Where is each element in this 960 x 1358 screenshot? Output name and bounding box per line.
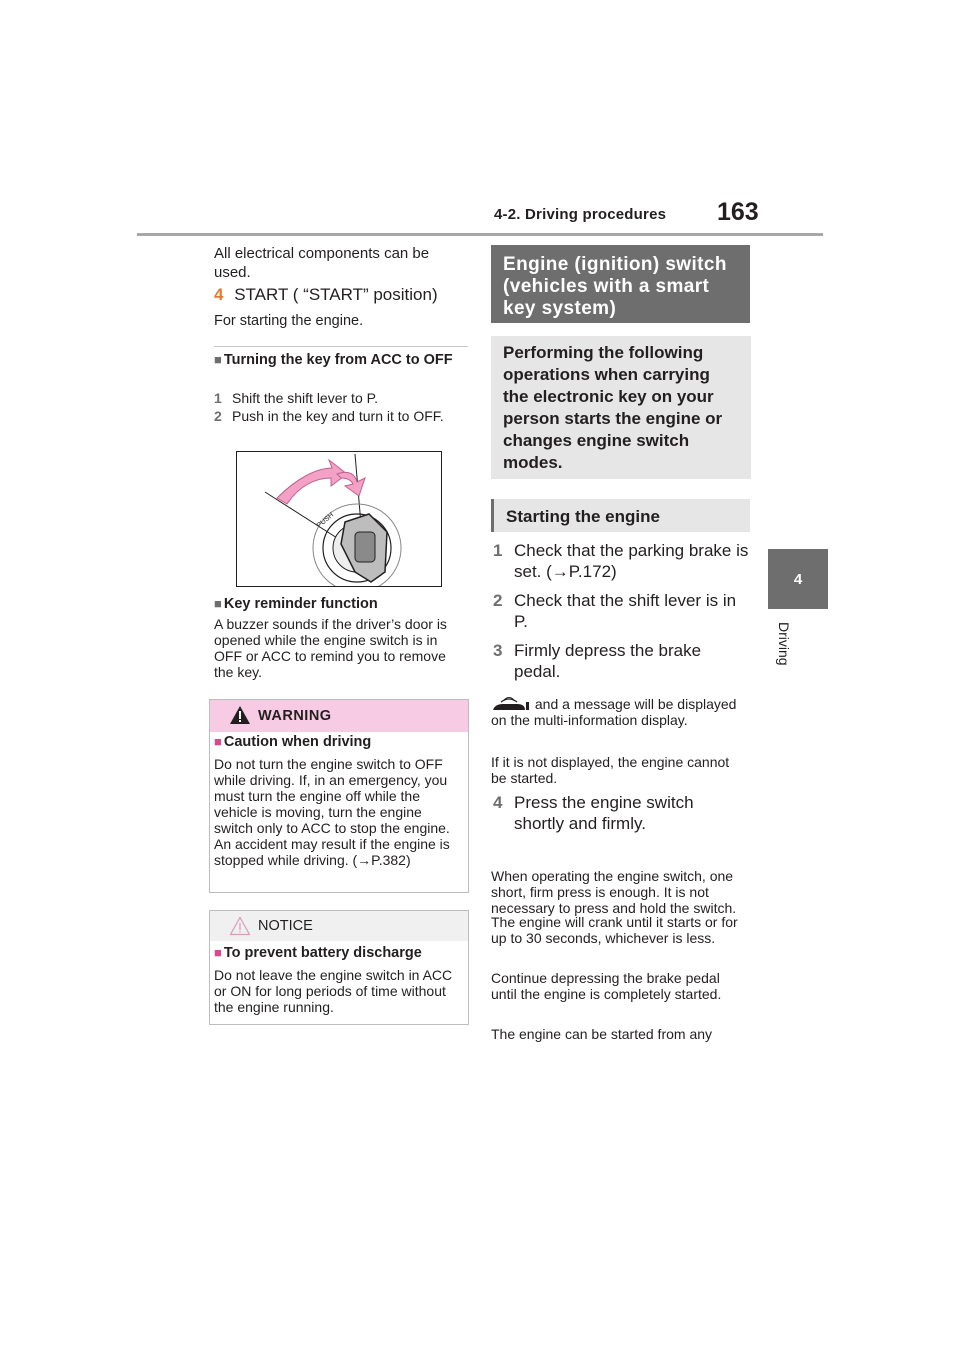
warning-header (210, 700, 468, 732)
notice-triangle-icon (229, 916, 251, 936)
any-note: The engine can be started from any (491, 1026, 713, 1042)
acc-off-step-1: 1 Shift the shift lever to P. (214, 390, 379, 406)
square-bullet-icon: ■ (214, 352, 222, 367)
chapter-label-wrap (772, 622, 796, 702)
header-section-title: 4-2. Driving procedures (494, 206, 667, 223)
acc-off-heading: ■ Turning the key from ACC to OFF (214, 352, 453, 368)
warning-title: WARNING (258, 708, 332, 724)
acc-off-section (214, 352, 464, 368)
notice-header (210, 911, 468, 941)
key-illustration (236, 451, 442, 587)
start-step-4: 4 Press the engine switch shortly and firmly. (493, 793, 694, 833)
warning-body: Do not turn the engine switch to OFF while driving. If, in an emergency, you must turn the engine off while the vehicle is moving, turn the engine switch only to ACC to stop the engine. An accident may result if the engine is stopped while driving. (→P.382) (214, 756, 450, 868)
smart-key-indicator-icon (491, 696, 531, 712)
notice-box (209, 910, 469, 1025)
notice-title: NOTICE (258, 918, 313, 934)
start-step-1: 1 Check that the parking brake is set. (→P.172) (493, 541, 749, 581)
start-step-2: 2 Check that the shift lever is in P. (493, 591, 737, 631)
acc-off-step-2: 2 Push in the key and turn it to OFF. (214, 408, 444, 424)
section-title-engine-switch: Engine (ignition) switch (vehicles with a smart key system) (491, 245, 750, 323)
notice-heading: ■ To prevent battery discharge (214, 945, 422, 961)
intro-text: All electrical components can be used. (214, 245, 430, 281)
section-divider (214, 346, 468, 347)
start-step-3: 3 Firmly depress the brake pedal. (493, 641, 702, 681)
step-number: 4 (214, 285, 224, 304)
chapter-label: Driving (776, 622, 792, 666)
header-rule (137, 233, 823, 236)
not-displayed-note: If it is not displayed, the engine cannot be started. (491, 754, 730, 786)
warning-triangle-icon (229, 705, 251, 725)
page-number: 163 (717, 198, 759, 226)
key-reminder-heading: ■ Key reminder function (214, 596, 378, 612)
square-bullet-icon: ■ (214, 596, 222, 611)
subsection-starting-engine: Starting the engine (491, 499, 750, 532)
crank-note: The engine will crank until it starts or for up to 30 seconds, whichever is less. (491, 914, 738, 946)
notice-body: Do not leave the engine switch in ACC or ON for long periods of time without the engine running. (214, 967, 453, 1015)
brake-note: Continue depressing the brake pedal until the engine is completely started. (491, 970, 722, 1002)
key-reminder-body: A buzzer sounds if the driver’s door is opened while the engine switch is in OFF or ACC to remind you to remove the key. (214, 616, 447, 680)
square-bullet-icon: ■ (214, 734, 222, 749)
key-cylinder-illustration (237, 452, 441, 586)
square-bullet-icon: ■ (214, 945, 222, 960)
warning-box (209, 699, 469, 893)
svg-text:PUSH: PUSH (315, 511, 336, 530)
indicator-note: and a message will be displayed on the multi-information display. (491, 696, 737, 728)
step-text: START ( “START” position) (234, 285, 438, 304)
press-note: When operating the engine switch, one short, firm press is enough. It is not necessary to press and hold the switch. (491, 868, 737, 916)
chapter-tab: 4 (768, 549, 828, 609)
intro-box: Performing the following operations when carrying the electronic key on your person starts the engine or changes engine switch modes. (491, 336, 751, 479)
step-4-start (214, 284, 474, 305)
step-4-note: For starting the engine. (214, 313, 364, 329)
warning-heading: ■ Caution when driving (214, 734, 372, 750)
